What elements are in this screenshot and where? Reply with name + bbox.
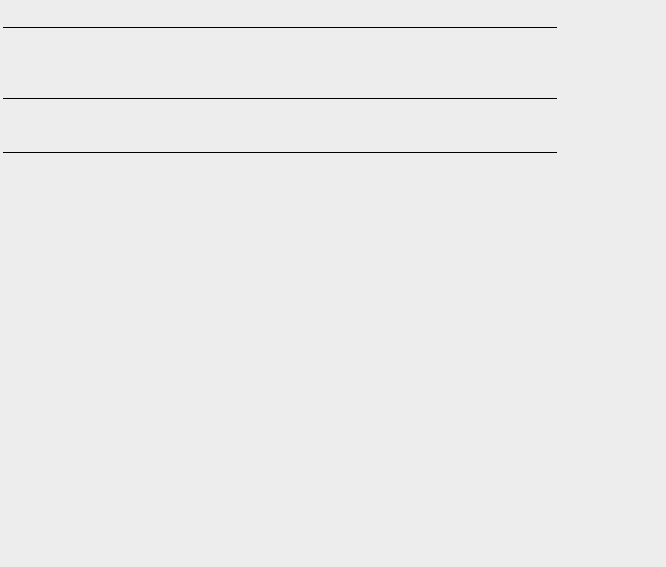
table-bottom-rule: [3, 152, 557, 153]
table-top-rule: [3, 27, 557, 28]
table-header-rule: [3, 98, 557, 99]
